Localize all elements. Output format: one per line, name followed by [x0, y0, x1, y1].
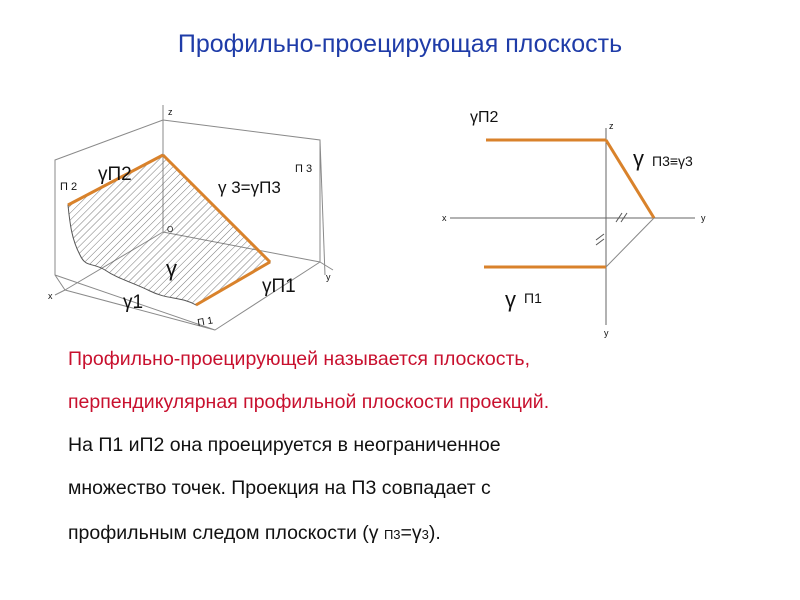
right-gamma-pi1-label: П1 [524, 290, 542, 306]
line5-sub-pi3: П3 [383, 527, 401, 542]
pi2-plane-label: П 2 [60, 181, 78, 193]
right-gamma-pi3-trace [606, 140, 654, 218]
right-gamma-pi3-label: П3≡γ3 [652, 153, 693, 169]
right-gamma-pi2-label: γП2 [470, 109, 499, 126]
gamma1-label: γ1 [123, 292, 144, 313]
left-axonometric-diagram [48, 105, 333, 330]
explanation-line-3: На П1 иП2 она проецируется в неограниченное [68, 434, 501, 456]
line5-part-a: профильным следом плоскости (γ [68, 522, 384, 544]
right-z-label: z [609, 121, 614, 131]
right-y-label: y [701, 213, 706, 223]
left-gamma-pi2-label: γП2 [98, 164, 132, 185]
left-x-label: x [48, 291, 53, 301]
y-axis-line [320, 262, 333, 270]
origin-label: O [167, 225, 174, 234]
explanation-line-4: множество точек. Проекция на П3 совпадает с [68, 477, 491, 499]
line5-part-c: ). [428, 522, 441, 544]
line5-sub-3: 3 [421, 527, 429, 542]
pi1-plane-label: П 1 [196, 315, 214, 329]
gamma-plane-label: γ [166, 256, 177, 281]
line5-part-b: =γ [400, 522, 422, 544]
definition-line-1: Профильно-проецирующей называется плоскость, [68, 348, 531, 370]
x-axis-line [55, 290, 65, 295]
definition-line-2: перпендикулярная профильной плоскости проекций. [68, 391, 550, 413]
left-z-label: z [168, 107, 173, 117]
left-gamma-pi1-label: γП1 [262, 276, 296, 297]
page-title: Профильно-проецирующая плоскость [177, 30, 623, 58]
right-y-bottom-label: y [604, 328, 609, 338]
right-x-label: x [442, 213, 447, 223]
construction-line [606, 218, 654, 267]
left-y-label: y [326, 272, 331, 282]
right-orthographic-diagram [442, 109, 706, 338]
right-gamma-pi1-symbol: γ [505, 287, 516, 312]
right-gamma-pi3-symbol: γ [633, 146, 644, 171]
left-gamma3-eq-label: γ 3=γП3 [218, 178, 281, 197]
pi3-plane-label: П 3 [295, 163, 313, 175]
explanation-line-5 [68, 522, 768, 546]
